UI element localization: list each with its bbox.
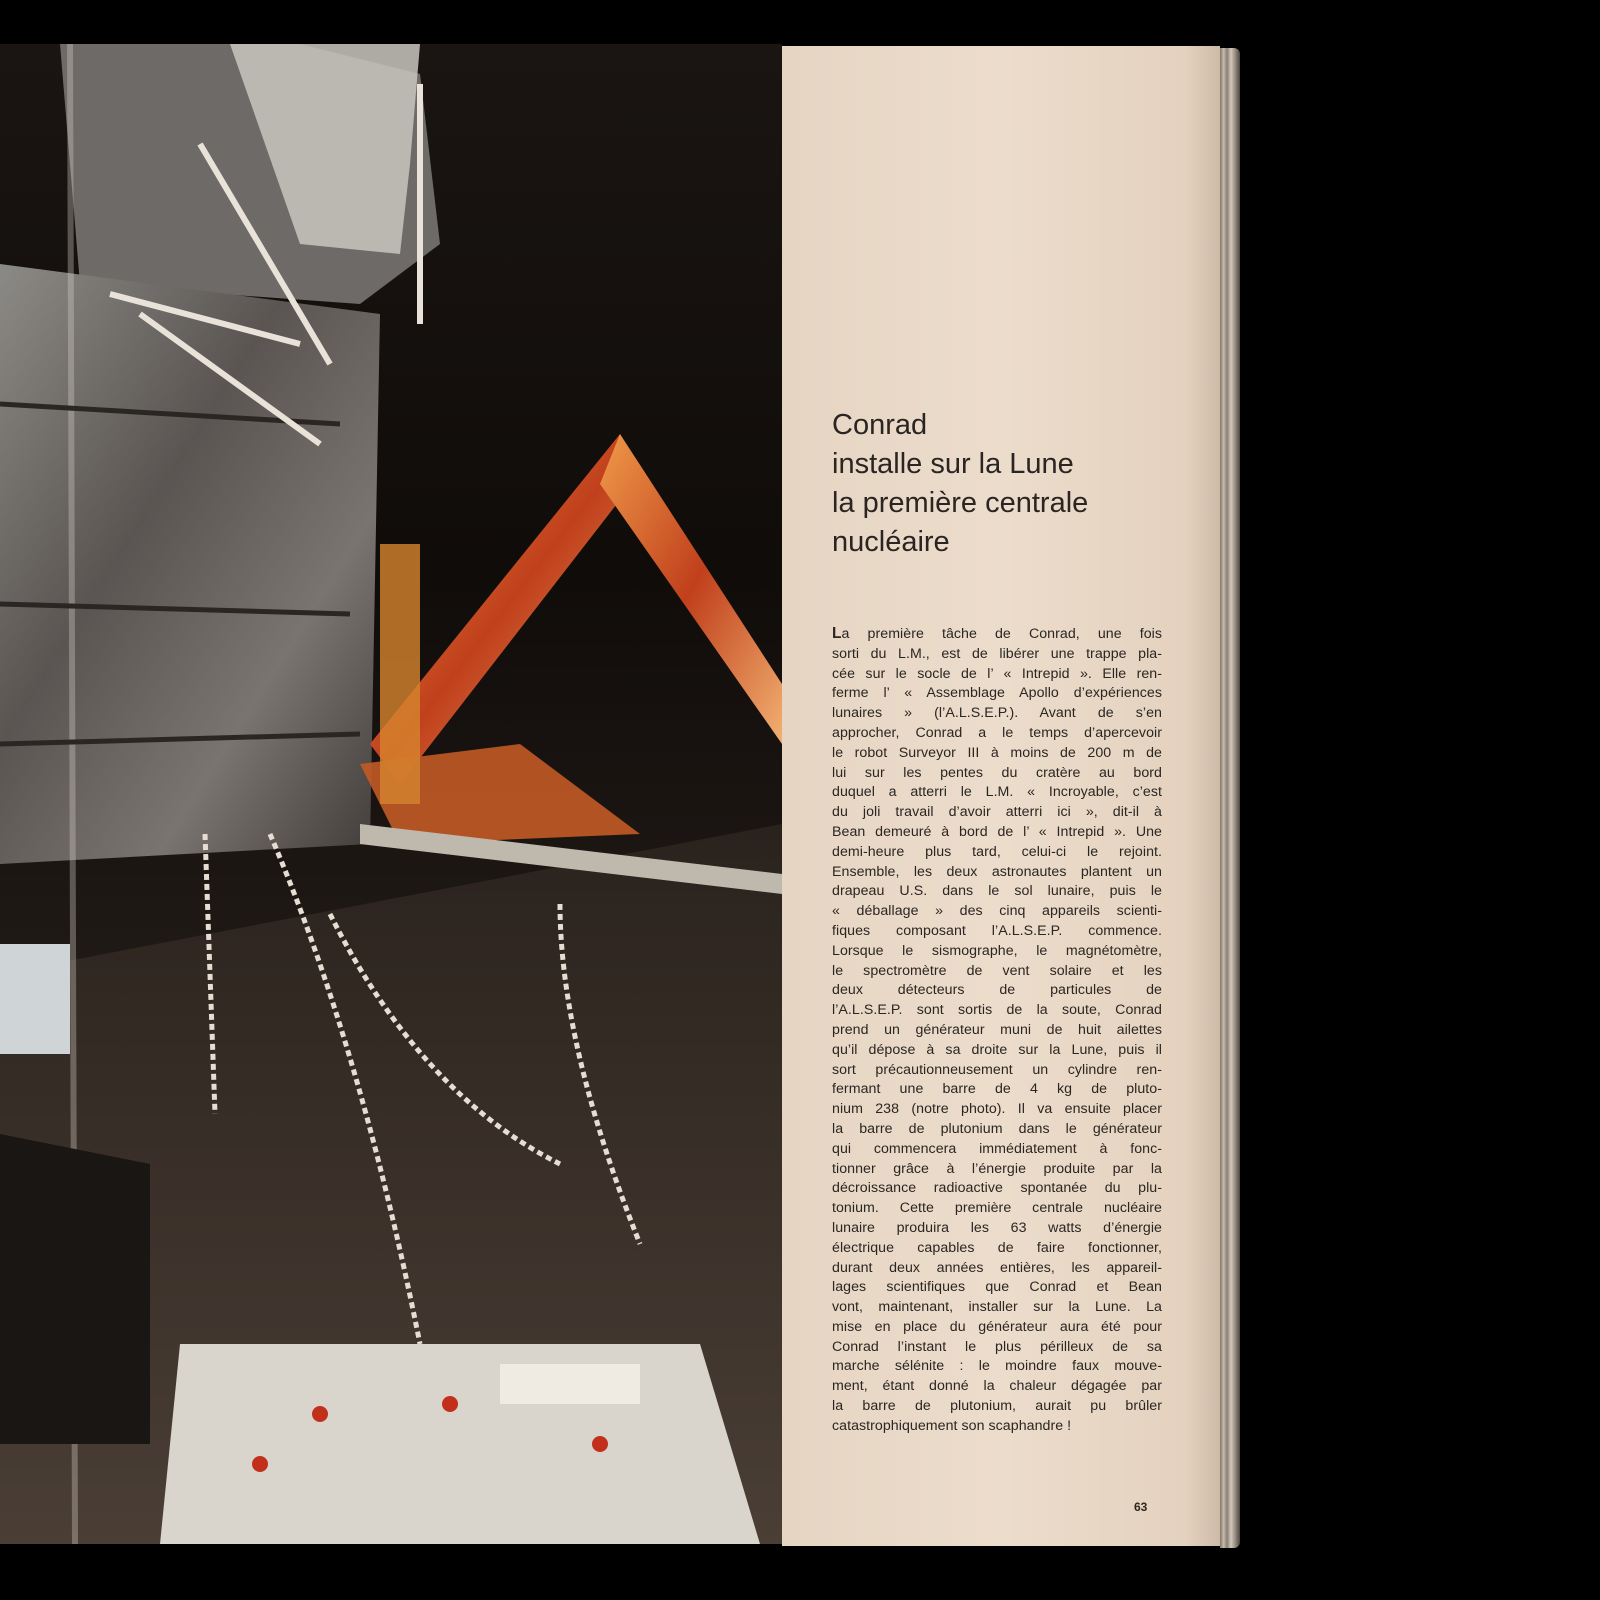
body-line: lages scientifiques que Conrad et Bean (832, 1279, 1162, 1296)
body-line: catastrophiquement son scaphandre ! (832, 1417, 1072, 1434)
body-line: le robot Surveyor III à moins de 200 m de (832, 744, 1162, 761)
body-line: tonium. Cette première centrale nucléaire (832, 1200, 1162, 1217)
body-line: lui sur les pentes du cratère au bord (832, 764, 1162, 781)
body-line: qui commencera immédiatement à fonc- (832, 1140, 1162, 1157)
body-line: tionner grâce à l’énergie produite par la (832, 1160, 1162, 1177)
photo-illustration (0, 44, 782, 1544)
body-line: « déballage » des cinq appareils scienti- (832, 903, 1162, 920)
body-line: Conrad l’instant le plus périlleux de sa (832, 1338, 1162, 1355)
article-title (832, 406, 1192, 562)
body-line: duquel a atterri le L.M. « Incroyable, c’est (832, 784, 1162, 801)
body-line: demi-heure plus tard, celui-ci le rejoint. (832, 843, 1162, 860)
body-line: lunaires » (l’A.L.S.E.P.). Avant de s’en (832, 705, 1162, 722)
body-line: sort précautionneusement un cylindre ren- (832, 1061, 1162, 1078)
body-line: qu’il dépose à sa droite sur la Lune, puis il (832, 1041, 1162, 1058)
body-line: marche sélénite : le moindre faux mouve- (832, 1358, 1162, 1375)
drop-cap: L (832, 625, 842, 642)
body-line: mise en place du générateur aura été pour (832, 1318, 1162, 1335)
body-line: décroissance radioactive spontanée du plu- (832, 1180, 1162, 1197)
body-line: la barre de plutonium, aurait pu brûler (832, 1398, 1162, 1415)
body-line: fiques composant l’A.L.S.E.P. commence. (832, 922, 1162, 939)
body-line: fermant une barre de 4 kg de pluto- (832, 1081, 1162, 1098)
article-page (782, 46, 1220, 1546)
body-line (832, 624, 1162, 645)
body-line: deux détecteurs de particules de (832, 982, 1162, 999)
body-line: cée sur le socle de l’ « Intrepid ». Elle ren- (832, 665, 1162, 682)
body-line: Lorsque le sismographe, le magnétomètre, (832, 942, 1162, 959)
body-line-text: a première tâche de Conrad, une fois (841, 626, 1162, 642)
body-line: l’A.L.S.E.P. sont sortis de la soute, Conrad (832, 1002, 1162, 1019)
body-line: Bean demeuré à bord de l’ « Intrepid ». Une (832, 823, 1162, 840)
body-line: Ensemble, les deux astronautes plantent un (832, 863, 1162, 880)
body-line: vont, maintenant, installer sur la Lune. La (832, 1299, 1162, 1316)
page-number: 63 (1134, 1500, 1148, 1514)
title-line: installe sur la Lune (832, 448, 1074, 480)
title-line: nucléaire (832, 526, 950, 558)
body-line: électrique capables de faire fonctionner, (832, 1239, 1162, 1256)
body-line: lunaire produira les 63 watts d’énergie (832, 1219, 1162, 1236)
article-body (832, 624, 1162, 1437)
body-line: ferme l’ « Assemblage Apollo d’expériences (832, 685, 1162, 702)
body-line: sorti du L.M., est de libérer une trappe pla- (832, 645, 1162, 662)
body-line: du joli travail d’avoir atterri ici », dit-il à (832, 804, 1162, 821)
title-line: la première centrale (832, 487, 1089, 519)
page-edge (1220, 48, 1240, 1548)
body-line: prend un générateur muni de huit ailettes (832, 1021, 1162, 1038)
body-line: approcher, Conrad a le temps d’apercevoir (832, 724, 1162, 741)
body-line: durant deux années entières, les appareil- (832, 1259, 1162, 1276)
body-line: la barre de plutonium dans le générateur (832, 1120, 1162, 1137)
body-line: drapeau U.S. dans le sol lunaire, puis le (832, 883, 1162, 900)
title-line: Conrad (832, 409, 928, 441)
lunar-module-photo (0, 44, 782, 1544)
body-line: nium 238 (notre photo). Il va ensuite placer (832, 1101, 1162, 1118)
body-line: ment, étant donné la chaleur dégagée par (832, 1378, 1162, 1395)
magazine-spread (0, 44, 1240, 1544)
body-line: le spectromètre de vent solaire et les (832, 962, 1162, 979)
